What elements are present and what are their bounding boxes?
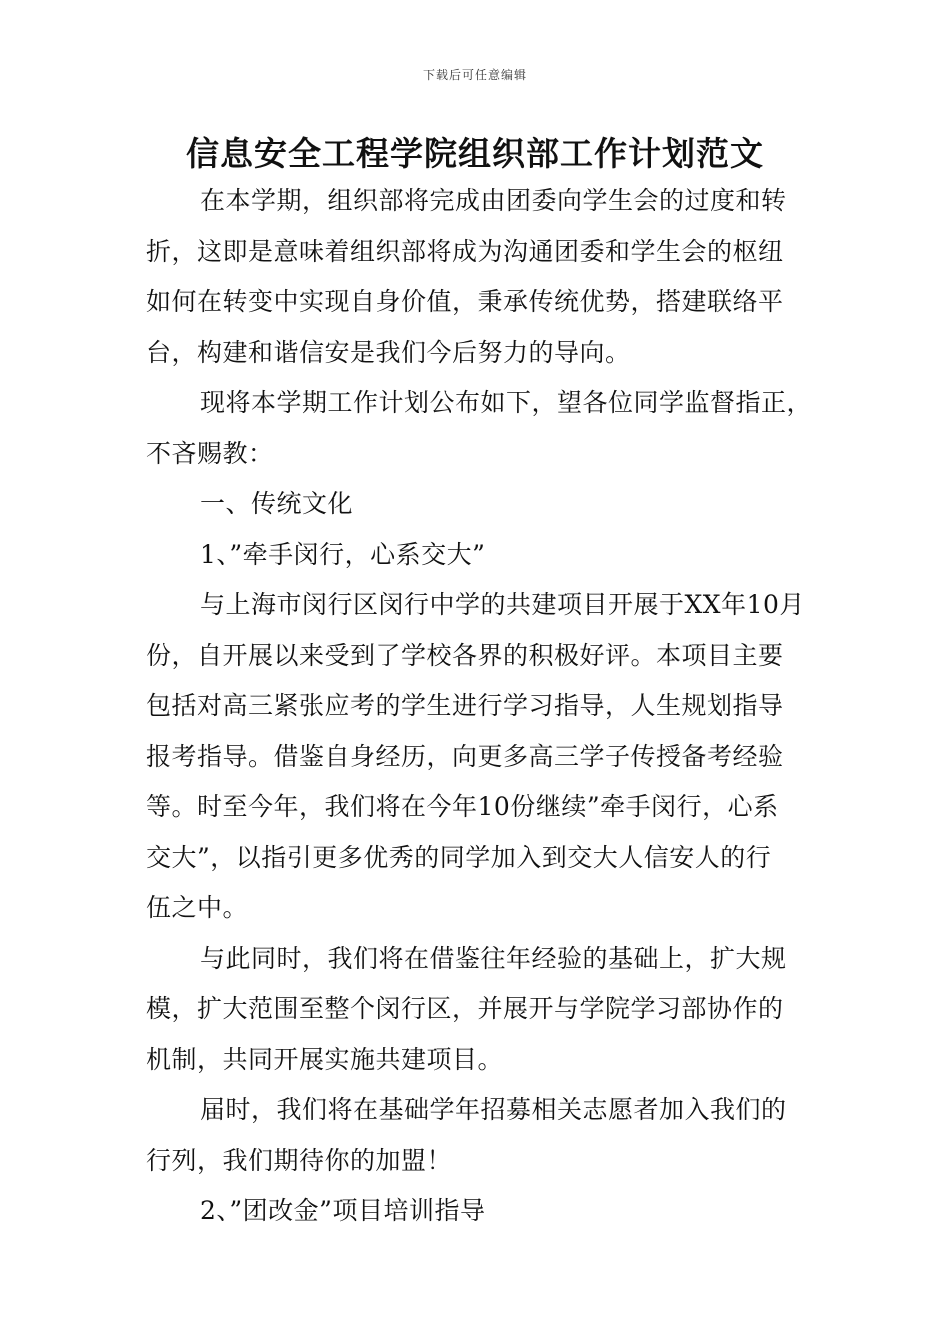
text-line: 份，自开展以来受到了学校各界的积极好评。本项目主要: [146, 640, 784, 670]
header-note: 下载后可任意编辑: [422, 68, 527, 82]
text-line: 台，构建和谐信安是我们今后努力的导向。: [146, 337, 631, 367]
text-line: 在本学期，组织部将完成由团委向学生会的过度和转: [200, 186, 787, 215]
text-line: 与上海市闵行区闵行中学的共建项目开展于XX年10月: [200, 590, 805, 619]
text-line: 一、传统文化: [200, 489, 354, 518]
text-line: 机制，共同开展实施共建项目。: [146, 1044, 504, 1074]
text-line: 伍之中。: [146, 893, 249, 922]
text-line: 等。时至今年，我们将在今年10份继续”牵手闵行，心系: [146, 792, 779, 821]
text-line: 1、”牵手闵行，心系交大”: [200, 539, 486, 569]
text-line: 折，这即是意味着组织部将成为沟通团委和学生会的枢纽: [146, 236, 784, 266]
text-line: 2、”团改金”项目培训指导: [200, 1196, 486, 1225]
text-line: 包括对高三紧张应考的学生进行学习指导，人生规划指导: [146, 691, 784, 720]
text-line: 不吝赐教：: [146, 438, 274, 468]
text-line: 报考指导。借鉴自身经历，向更多高三学子传授备考经验: [146, 741, 784, 771]
text-line: 届时，我们将在基础学年招募相关志愿者加入我们的: [200, 1095, 787, 1124]
text-line: 行列，我们期待你的加盟！: [146, 1145, 453, 1175]
text-line: 交大”，以指引更多优秀的同学加入到交大人信安人的行: [146, 842, 772, 872]
text-line: 如何在转变中实现自身价值，秉承传统优势，搭建联络平: [146, 287, 784, 316]
text-line: 现将本学期工作计划公布如下，望各位同学监督指正，: [200, 388, 813, 417]
document-title: 信息安全工程学院组织部工作计划范文: [186, 134, 764, 173]
text-line: 与此同时，我们将在借鉴往年经验的基础上，扩大规: [200, 943, 787, 973]
text-line: 模，扩大范围至整个闵行区，并展开与学院学习部协作的: [146, 994, 784, 1023]
document-body: [146, 176, 812, 1237]
